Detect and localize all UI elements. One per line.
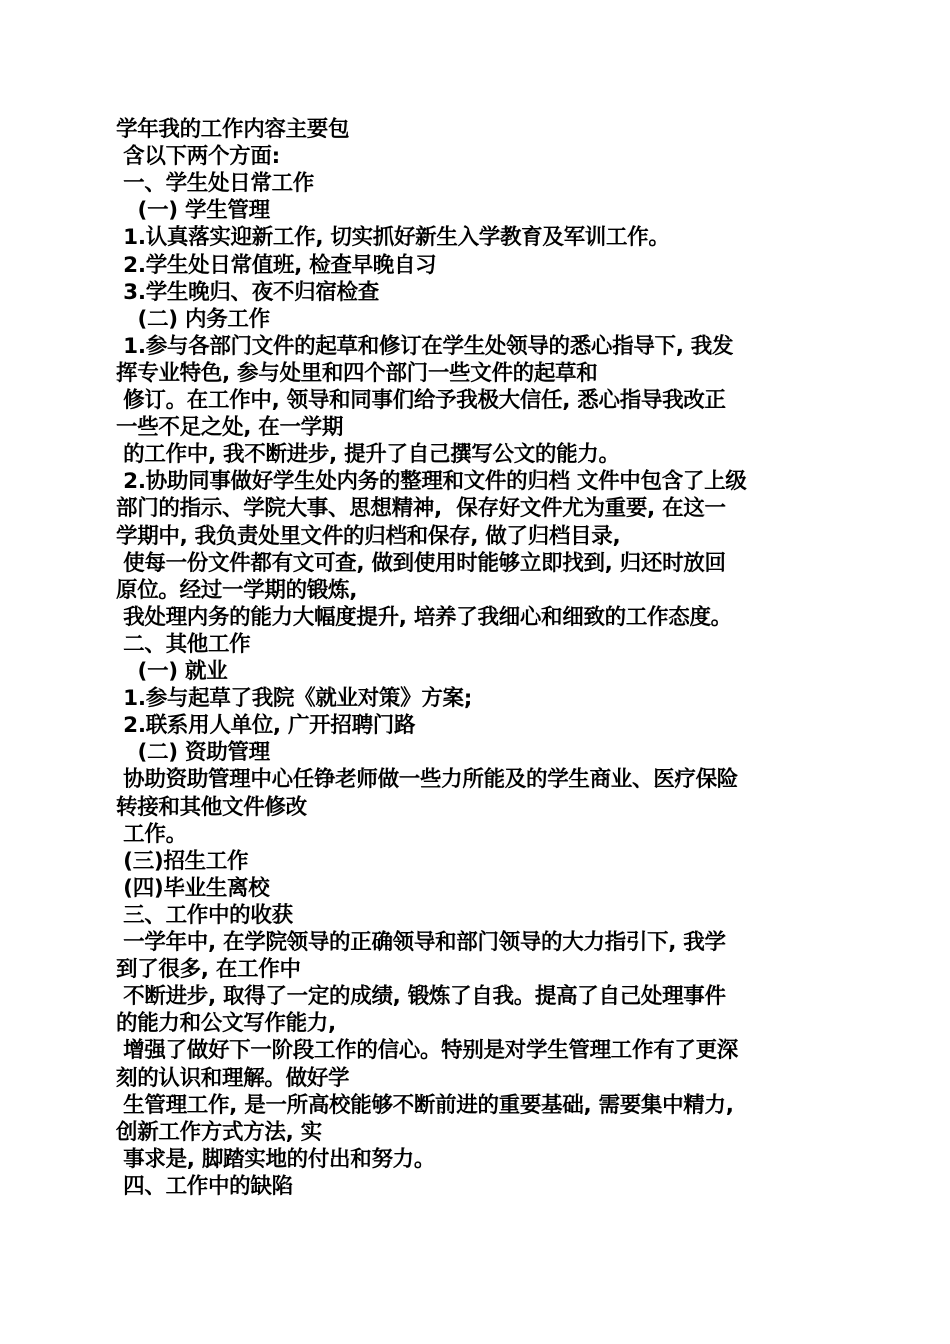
text-line: 学期中, 我负责处里文件的归档和保存, 做了归档目录, bbox=[116, 523, 621, 549]
text-line: 三、工作中的收获 bbox=[116, 902, 293, 928]
text-line: 含以下两个方面: bbox=[116, 144, 280, 170]
text-line: 部门的指示、学院大事、思想精神, 保存好文件尤为重要, 在这一 bbox=[116, 496, 726, 522]
text-line: (一) 就业 bbox=[116, 659, 228, 684]
text-line: 学年我的工作内容主要包 bbox=[116, 117, 350, 142]
text-line: 挥专业特色, 参与处里和四个部门一些文件的起草和 bbox=[116, 360, 598, 386]
text-line: 不断进步, 取得了一定的成绩, 锻炼了自我。提高了自己处理事件 bbox=[116, 984, 726, 1010]
text-line: 1.认真落实迎新工作, 切实抓好新生入学教育及军训工作。 bbox=[116, 225, 670, 251]
text-line: 协助资助管理中心任铮老师做一些力所能及的学生商业、医疗保险 bbox=[116, 767, 738, 793]
text-line: 使每一份文件都有文可查, 做到使用时能够立即找到, 归还时放回 bbox=[116, 550, 726, 576]
text-line: (三)招生工作 bbox=[116, 848, 249, 874]
text-line: 1.参与起草了我院《就业对策》方案; bbox=[116, 686, 473, 712]
text-line: 二、其他工作 bbox=[116, 631, 251, 657]
text-line: 增强了做好下一阶段工作的信心。特别是对学生管理工作有了更深 bbox=[116, 1038, 738, 1064]
text-line: 的能力和公文写作能力, bbox=[116, 1011, 336, 1037]
text-line: 2.协助同事做好学生处内务的整理和文件的归档 文件中包含了上级 bbox=[116, 469, 747, 495]
text-line: 创新工作方式方法, 实 bbox=[116, 1119, 322, 1145]
text-line: 事求是, 脚踏实地的付出和努力。 bbox=[116, 1146, 436, 1172]
text-line: 修订。在工作中, 领导和同事们给予我极大信任, 悉心指导我改正 bbox=[116, 388, 726, 413]
text-line: 生管理工作, 是一所高校能够不断前进的重要基础, 需要集中精力, bbox=[116, 1092, 734, 1118]
text-line: (四)毕业生离校 bbox=[116, 875, 270, 901]
text-line: 转接和其他文件修改 bbox=[116, 794, 307, 820]
text-line: 2.联系用人单位, 广开招聘门路 bbox=[116, 713, 416, 739]
text-line: 到了很多, 在工作中 bbox=[116, 957, 301, 983]
text-line: 2.学生处日常值班, 检查早晚自习 bbox=[116, 252, 437, 278]
text-line: 3.学生晚归、夜不归宿检查 bbox=[116, 279, 379, 305]
text-line: (二) 资助管理 bbox=[116, 740, 270, 766]
text-line: 刻的认识和理解。做好学 bbox=[116, 1065, 350, 1091]
text-line: 1.参与各部门文件的起草和修订在学生处领导的悉心指导下, 我发 bbox=[116, 333, 734, 359]
text-line: 原位。经过一学期的锻炼, bbox=[116, 577, 358, 603]
text-line: 一、学生处日常工作 bbox=[116, 171, 314, 197]
text-line: 一学年中, 在学院领导的正确领导和部门领导的大力指引下, 我学 bbox=[116, 930, 726, 955]
text-line: 我处理内务的能力大幅度提升, 培养了我细心和细致的工作态度。 bbox=[116, 604, 732, 630]
text-line: 一些不足之处, 在一学期 bbox=[116, 415, 344, 441]
text-line: 工作。 bbox=[116, 821, 187, 847]
text-line: (一) 学生管理 bbox=[116, 198, 270, 224]
text-line: 四、工作中的缺陷 bbox=[116, 1173, 293, 1199]
text-line: (二) 内务工作 bbox=[116, 306, 270, 332]
text-line: 的工作中, 我不断进步, 提升了自己撰写公文的能力。 bbox=[116, 442, 620, 468]
